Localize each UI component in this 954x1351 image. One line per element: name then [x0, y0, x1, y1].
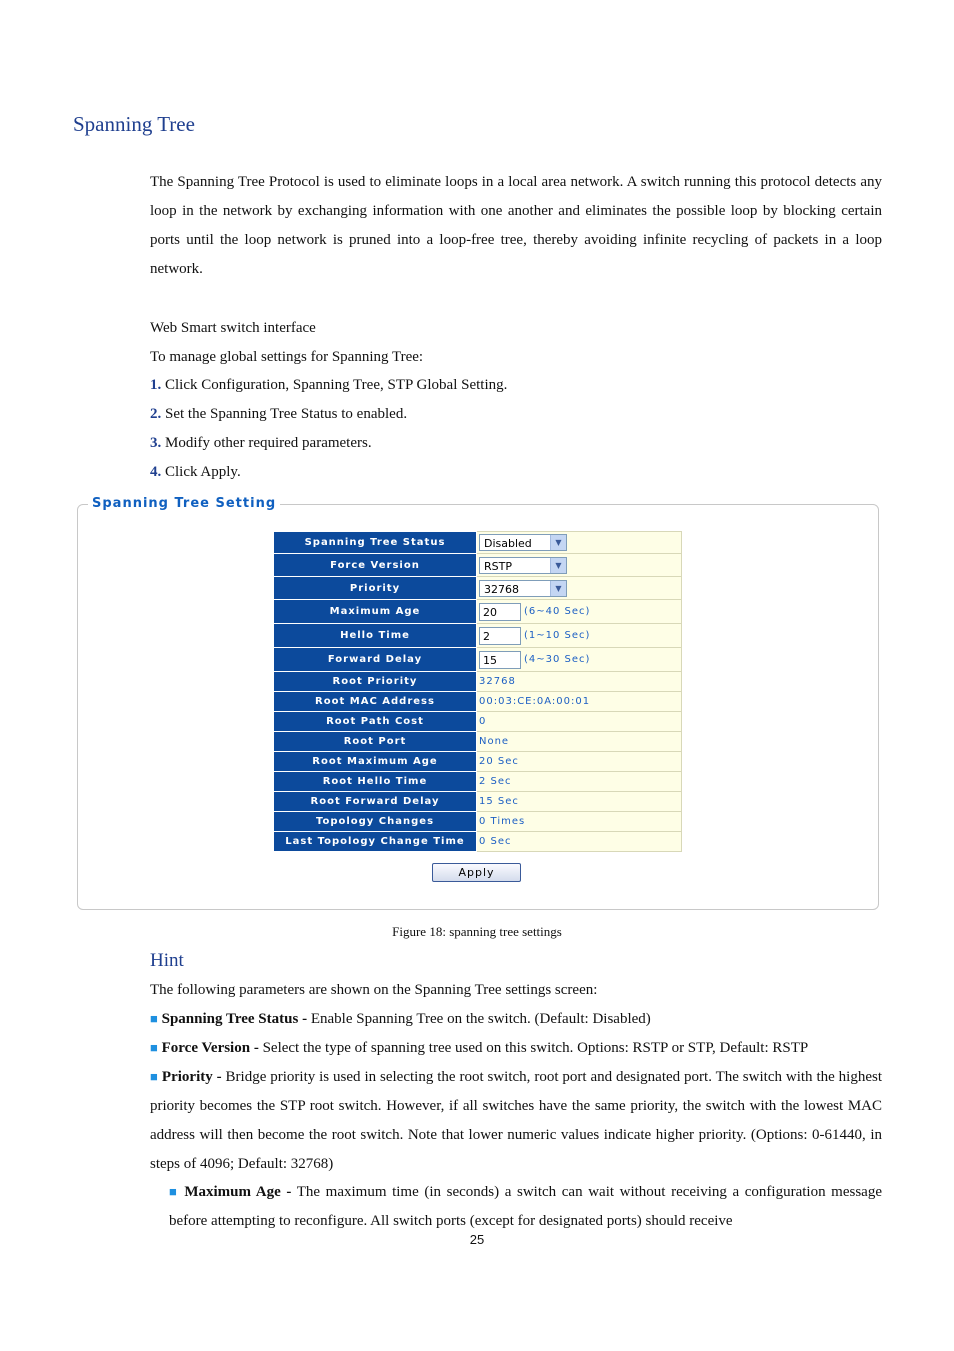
forward-delay-input[interactable]: 15 — [479, 651, 521, 669]
table-row — [274, 712, 682, 732]
row-value: 32768 — [477, 672, 682, 692]
table-row — [274, 600, 682, 624]
row-value — [477, 532, 682, 554]
step-1 — [150, 375, 507, 395]
param-maximum-age — [169, 1177, 882, 1236]
param-force-version — [150, 1038, 808, 1058]
row-value: 15 Sec — [477, 792, 682, 812]
row-value: 00:03:CE:0A:00:01 — [477, 692, 682, 712]
table-row — [274, 692, 682, 712]
table-row — [274, 832, 682, 852]
param-desc: Select the type of spanning tree used on this switch. Options: RSTP or STP, Default: RSTP — [258, 1040, 809, 1056]
range-hint: (6~40 Sec) — [524, 606, 591, 617]
row-value — [477, 577, 682, 600]
row-value: None — [477, 732, 682, 752]
table-row — [274, 772, 682, 792]
bullet-icon: ■ — [150, 1069, 159, 1084]
param-desc: Enable Spanning Tree on the switch. (Default: Disabled) — [307, 1011, 651, 1027]
row-value: 2 Sec — [477, 772, 682, 792]
hint-heading: Hint — [150, 950, 184, 971]
row-label: Topology Changes — [274, 812, 477, 832]
spanning-tree-status-select[interactable] — [479, 534, 567, 551]
step-4 — [150, 462, 241, 482]
table-row — [274, 672, 682, 692]
row-label: Force Version — [274, 554, 477, 577]
manage-label: To manage global settings for Spanning Tree: — [150, 349, 424, 365]
row-value: 0 Sec — [477, 832, 682, 852]
chevron-down-icon[interactable]: ▼ — [550, 558, 566, 573]
step-text: Click Apply. — [161, 464, 241, 480]
chevron-down-icon[interactable]: ▼ — [550, 535, 566, 550]
selected-value: 32768 — [484, 582, 519, 596]
row-label: Last Topology Change Time — [274, 832, 477, 852]
range-hint: (4~30 Sec) — [524, 654, 591, 665]
hint-intro: The following parameters are shown on the Spanning Tree settings screen: — [150, 982, 598, 998]
row-label: Hello Time — [274, 624, 477, 648]
row-label: Root Forward Delay — [274, 792, 477, 812]
row-label: Maximum Age — [274, 600, 477, 624]
param-term: Force Version - — [161, 1040, 259, 1056]
table-row — [274, 532, 682, 554]
step-3 — [150, 433, 372, 453]
row-value: 0 — [477, 712, 682, 732]
row-value — [477, 554, 682, 577]
table-row — [274, 792, 682, 812]
table-row — [274, 812, 682, 832]
bullet-icon: ■ — [169, 1184, 179, 1199]
param-spanning-tree-status — [150, 1009, 651, 1029]
param-term: Priority - — [161, 1069, 222, 1085]
table-row — [274, 577, 682, 600]
bullet-icon: ■ — [150, 1011, 158, 1026]
step-text: Set the Spanning Tree Status to enabled. — [161, 406, 408, 422]
row-label: Root Priority — [274, 672, 477, 692]
row-value — [477, 624, 682, 648]
priority-select[interactable] — [479, 580, 567, 597]
step-number: 4. — [150, 464, 162, 480]
table-row — [274, 752, 682, 772]
row-label: Root Maximum Age — [274, 752, 477, 772]
page-number: 25 — [469, 1232, 485, 1247]
figure-caption: Figure 18: spanning tree settings — [392, 924, 562, 939]
step-number: 2. — [150, 406, 162, 422]
step-number: 1. — [150, 377, 162, 393]
row-label: Forward Delay — [274, 648, 477, 672]
interface-label: Web Smart switch interface — [150, 320, 316, 336]
hello-time-input[interactable]: 2 — [479, 627, 521, 645]
row-label: Spanning Tree Status — [274, 532, 477, 554]
row-label: Root Hello Time — [274, 772, 477, 792]
param-term: Spanning Tree Status - — [161, 1011, 308, 1027]
force-version-select[interactable] — [479, 557, 567, 574]
param-desc: Bridge priority is used in selecting the root switch, root port and designated port. The switch with the highest priority becomes the STP root switch. However, if all switches have the same priority, the switch with the lowest MAC address will then become the root switch. Note that lower numeric values indicate higher priority. (Options: 0-61440, in steps of 4096; Default: 32768) — [150, 1069, 882, 1172]
selected-value: Disabled — [484, 537, 532, 550]
table-row — [274, 624, 682, 648]
row-label: Root Path Cost — [274, 712, 477, 732]
figure-legend: Spanning Tree Setting — [88, 496, 280, 511]
row-value — [477, 648, 682, 672]
row-value: 20 Sec — [477, 752, 682, 772]
spanning-tree-settings-table — [273, 531, 682, 852]
chevron-down-icon[interactable]: ▼ — [550, 581, 566, 596]
step-number: 3. — [150, 435, 162, 451]
param-term: Maximum Age - — [184, 1184, 292, 1200]
table-row — [274, 732, 682, 752]
param-priority — [150, 1062, 882, 1179]
apply-button[interactable]: Apply — [432, 863, 521, 882]
selected-value: RSTP — [484, 559, 512, 573]
step-text: Click Configuration, Spanning Tree, STP Global Setting. — [161, 377, 508, 393]
param-desc: The maximum time (in seconds) a switch can wait without receiving a configuration message before attempting to reconfigure. All switch ports (except for designated ports) should receive — [169, 1184, 882, 1229]
intro-paragraph: The Spanning Tree Protocol is used to eliminate loops in a local area network. A switch running this protocol detects any loop in the network by exchanging information with one another and eliminates the possible loop by blocking certain ports until the loop network is pruned into a loop-free tree, thereby avoiding infinite recycling of packets in a loop network. — [150, 174, 882, 277]
row-label: Priority — [274, 577, 477, 600]
step-text: Modify other required parameters. — [161, 435, 372, 451]
table-row — [274, 554, 682, 577]
row-value: 0 Times — [477, 812, 682, 832]
row-value — [477, 600, 682, 624]
table-row — [274, 648, 682, 672]
bullet-icon: ■ — [150, 1040, 158, 1055]
range-hint: (1~10 Sec) — [524, 630, 591, 641]
row-label: Root Port — [274, 732, 477, 752]
page-heading: Spanning Tree — [73, 112, 195, 136]
row-label: Root MAC Address — [274, 692, 477, 712]
maximum-age-input[interactable]: 20 — [479, 603, 521, 621]
step-2 — [150, 404, 407, 424]
